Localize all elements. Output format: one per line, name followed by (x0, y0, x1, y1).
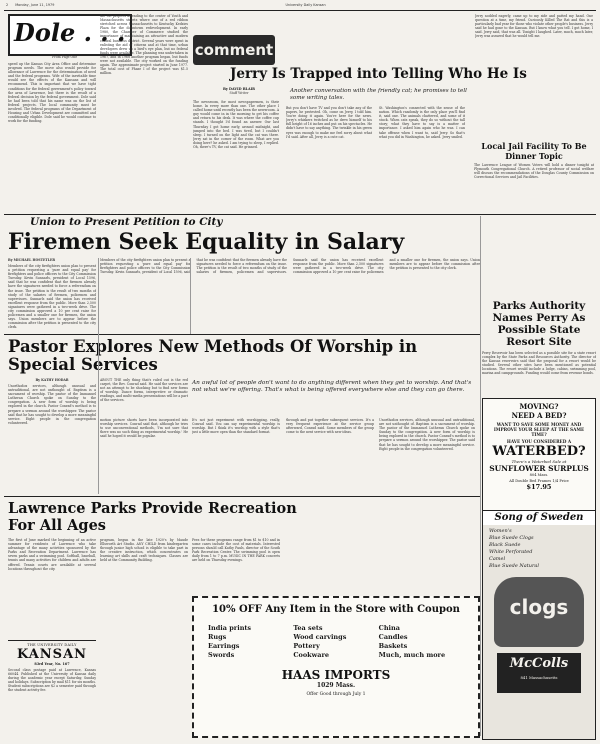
coupon-item: Candles (378, 633, 408, 641)
coupon-store: HAAS IMPORTS (281, 668, 391, 682)
pastor-col-5: through and put together subsequent services. It's a very frequent experience at the service group afterward, Conrad said. Some members of the group come to the next service with new ideas. (286, 418, 374, 435)
comment-logo (193, 35, 275, 65)
coupon-item: Rugs (208, 633, 227, 641)
waterbed-store: SUNFLOWER SURPLUS (489, 464, 589, 473)
coupon-item: India prints (208, 624, 252, 632)
clog-illustration (494, 577, 584, 647)
parks-body: Perry Reservoir has been selected as a possible site for a state resort complex by the State Parks and Resources Authority. The director of the Kansas reservoirs said that the proposal for a resort would be studied. Several other sites have been mentioned as potential locations. The resort would include a lodge, cabins, swimming pool, marina and campgrounds. Funding would come from revenue bonds. (482, 351, 596, 376)
comment-pullquote: Another conversation with the friendly cat; he promises to tell some writing tales. (290, 88, 467, 101)
comment-headline: Jerry Is Trapped into Telling Who He Is (230, 66, 527, 82)
masthead-strip (6, 2, 594, 9)
store-box (497, 653, 581, 693)
swede-item: Black Suede (489, 542, 521, 548)
dole-col-2: the CD projects attending to the center of Youth and Massachusetts streets where one of a red ribbon stretched across Massachusetts to Kentucky Kedzies Plaza for the downtown redevelopment. In early 1980, the Chamber of Commerce studied the importance of maintaining an attractive and modern central business district. Several years were spent in enlisting the aid of citizens and at that time, urban developers drew up a bird's eye plan, but no federal funds were available. The planning was undertaken in 1967, and in 1968 another program began, but funds were not available. The city worked on the funding again. The approximate project started in June 1977. The total cost of Phase I of the project was $1.5 million. (100, 14, 188, 76)
jail-body: The Lawrence League of Women Voters will hold a dinner tonight at Plymouth Congregational Church. A retired professor of social welfare will discuss the recommendations of the Douglas County Commission on Correctional Services and Jail Facilities. (474, 163, 594, 180)
kansan-box (8, 640, 96, 739)
kansan-univ: THE UNIVERSITY DAILY (27, 643, 77, 647)
swede-title: Song of Sweden (483, 511, 595, 525)
store-name: McColls (509, 656, 569, 671)
comment-col-3: St. Washington's connected with the sense of the nation. Which randomly is the only place you'll find it, said one. The animals chattered, and some of it stuck. When cats speak, they do so without the tall story; what they have to say is a matter of importance. I asked him again who he was. I can take offense when I want to, said Jerry. So that's what you did in Washington, he asked. Jerry smiled. (379, 106, 465, 139)
firemen-byline: By MICHAEL HOSTETLER (8, 258, 56, 262)
waterbed-line5: There's a Waterbed Sale at (511, 459, 567, 464)
waterbed-address: 804 Mass. (529, 473, 549, 477)
waterbed-line1: MOVING? (519, 402, 559, 411)
coupon-ad (192, 596, 480, 738)
pastor-col-3: motion picture shorts have been incorporated into worship services. Conrad said that, although he tries to use unconventional methods, 'I'm not sure that there was no such thing as experimental worship.' He said he hoped it would be popular. (100, 418, 188, 439)
comment-col-1: The newsroom, for most newspapermen, is their home. In every more than one. The other place I called home until recently has been the newsroom. A guy would come in in the morning to get his coffee and return to his desk. It was where the coffee cup stands. I thought I'd found an answer. Our last Thursday I got home early, around midnight, and jumped into the bed. I was tired, but I couldn't sleep. I turned on the light and the cat was there. Jerry sat in the corner of the room. What are you doing here? he asked. I am trying to sleep, I replied. Oh, there's TV, the cat said. He grinned. (193, 100, 279, 150)
swede-item: Blue Suede Clogs (489, 535, 534, 541)
lawrence-col-1: The first of June marked the beginning of an active summer for residents of Lawrence who take advantage of the many activities sponsored by the Parks and Recreation Department. Lawrence has seven parks and a swimming pool. Softball, baseball, tennis and many activities for children and adults are offered. Tennis courts are available at several locations throughout the city. (8, 538, 96, 571)
issue-date: Monday, June 11, 1979 (15, 3, 55, 7)
swede-items (483, 525, 595, 573)
pastor-col-6 (379, 418, 475, 492)
kansan-details: Second class postage paid at Lawrence, Kansas 66044. Published at the University of Kansas daily during the academic year except Saturday, Sunday and holidays. Subscription by mail $11 for six months. Student subscriptions are $2 a semester paid through the student activity fee. (8, 668, 96, 693)
page-number: 2 (6, 3, 9, 7)
coupon-address: 1029 Mass. (316, 682, 356, 689)
pastor-pullquote: An awful lot of people don't want to do anything different when they get to worship. And that's not what we're offering. That's what is being offered everywhere else and they can go there. (192, 380, 472, 394)
col-rule (480, 216, 481, 736)
waterbed-line3: WANT TO SAVE SOME MONEY AND IMPROVE YOUR SLEEP AT THE SAME TIME? (493, 422, 585, 437)
pastor-col-2: ABOUT THE only thing that's ruled out is the red carpet, the Rev. Conrad said. He said the services are not an attempt to be shocking but to find new forms of worship. Dance forms, interpretive or dramatic readings, and multi-media presentations will be a part of the services. (100, 378, 188, 403)
coupon-item: Earrings (208, 642, 240, 650)
lawrence-col-2: program, begun in the late 1920's by Maude Ellsworth Art Studio. ANY CHILD from kindergarten through junior high school is eligible to take part in the creative instruction, which concentrates on learning art skills and craft techniques. Classes are held at the Community Building. (100, 538, 188, 563)
coupon-title: 10% OFF Any Item in the Store with Coupon (212, 604, 460, 615)
dole-col-1: speed up the Kansas City Area Office and determine program needs. The move also would provide for allowance of Lawrence for the determination of need and the federal programs. Wife of the inevitable time would see the effects of the Kansans and will recommend. This is important that we have tight conditions for the federal government's policy toward the area of Lawrence, but there is the result of a federal decision by the federal government. Dole said he had been told that his name was on the list of federal projects. The local community must be involved. The federal programs of the Department of Housing and Urban Development are committed and conditionally eligible. Dole said he would continue to work for the funding. (8, 62, 96, 124)
lawrence-headline: Lawrence Parks Provide Recreation For All Ages (8, 500, 297, 534)
waterbed-ad (482, 398, 596, 512)
coupon-expires: Offer Good through July 1 (306, 692, 366, 697)
dole-title: Dole . . . (14, 18, 126, 47)
waterbed-line4: HAVE YOU CONSIDERED A (506, 439, 572, 444)
clogs-word: clogs (509, 595, 569, 619)
pastor-col-4: It's not just experiment with worshipping, really, Conrad said. You can say experimental worship is worship. But I think it's worship with a style that's just a little more open than the standard format. (192, 418, 280, 435)
swede-ad (482, 510, 596, 740)
dole-from-page: From Page One (52, 55, 78, 59)
kansan-issue: 83rd Year, No. 167 (34, 662, 70, 666)
jail-story (474, 142, 594, 212)
swede-item: Women's (489, 528, 512, 534)
parks-story (482, 300, 596, 400)
firemen-body: Members of the city firefighters union plan to present a petition requesting a 'pure and equal pay' for firefighters and police officers to the City Commission Tuesday. Kevin Sunnarls, president of Local 1596, said that he was confident that the firemen already have the signatures needed to force a referendum on the issue. The petition is the result of two months of study of the salaries of firemen, policemen and supervisors. Sunnarls said the union has received excellent response from the public. More than 2,500 signatures were gathered in a two-week drive. The city commission approved a 10 per cent raise for policemen and a smaller one for firemen, the union says. Union members are to appear before the commission after the petition is presented to the city clerk. (8, 264, 96, 330)
coupon-item: Much, much more (378, 651, 446, 659)
pastor-headline: Pastor Explores New Methods Of Worship in Special Services (8, 337, 418, 374)
swede-item: Camel (489, 556, 506, 562)
col-rule (190, 258, 191, 334)
waterbed-line2: NEED A BED? (511, 411, 567, 420)
pastor-col-6-text: Unorthodox services, although unusual and untraditional, are not unthought of. Baptism is a sacrament of worship. The pastor of the Immanuel Lutheran Church spoke on Sunday to the congregation. A new form of worship is being explored in the church. Pastor Conrad's method is to prepare a sermon around the worshipper. The pastor said that he has sought to develop a more meaningful service. Eight people in the congregation volunteered. (379, 418, 475, 451)
coupon-item: Wood carvings (293, 633, 347, 641)
kansan-name: KANSAN (16, 647, 88, 662)
coupon-item: China (378, 624, 400, 632)
col-rule (98, 258, 99, 494)
waterbed-price: $17.95 (526, 483, 552, 491)
firemen-body-cont (100, 258, 480, 332)
parks-headline: Parks Authority Names Perry As Possible State Resort Site (492, 300, 586, 348)
coupon-item: Pottery (293, 642, 320, 650)
coupon-items (208, 624, 464, 660)
comment-kicker: Staff Writer (229, 91, 249, 95)
swede-item: Blue Suede Natural (489, 563, 539, 569)
jail-headline: Local Jail Facility To Be Dinner Topic (481, 141, 587, 161)
swede-item: White Perforated (489, 549, 533, 555)
comment-byline: By DAVID BLAIR (223, 87, 255, 91)
lawrence-col-3: Fees for these programs range from $1 to $10 and in some cases include the cost of materials. Interested persons should call Kathy Pauls, director of the South Park Recreation Center. The swimming pool is open daily from 1 to 7 p.m. MUSIC IN THE PARK concerts are held on Thursday evenings. (192, 538, 280, 563)
waterbed-big: WATERBED? (492, 444, 586, 459)
comment-col-4: Jerry nodded eagerly, came up to my side and patted my hand. One question at a time, my friend. Curiously Killed The Rat and this is a particularly bad year for those who violate other people's business. Jerry said he had gone to the Kansan. But I know what you tell. I got home, I said. Jerry said, that was all. Tonight I laughed. Later, much, much later, Jerry was assured that he would tell me. (475, 14, 593, 39)
coupon-item: Cookware (293, 651, 330, 659)
firemen-kicker: Union to Present Petition to City (30, 216, 223, 228)
pastor-byline: By KATHY HODAR (35, 378, 69, 382)
comment-label: comment (194, 41, 274, 59)
store-address: 841 Massachusetts (520, 675, 558, 680)
firemen-body-repeat: Members of the city firefighters union plan to present a petition requesting a 'pure and equal pay' for firefighters and police officers to the City Commission Tuesday. Kevin Sunnarls, president of Local 1596, said that he was confident that the firemen already have the signatures needed to force a referendum on the issue. The petition is the result of two months of study of the salaries of firemen, policemen and supervisors. Sunnarls said the union has received excellent response from the public. More than 2,500 signatures were gathered in a two-week drive. The city commission approved a 10 per cent raise for policemen and a smaller one for firemen, the union says. Union members are to appear before the commission after the petition is presented to the city clerk. (100, 258, 480, 275)
waterbed-price-label: All Double Bed Frames 1/4 Price (509, 479, 569, 483)
comment-col-2: But you don't have TV and you don't take any of the papers, he protested. Oh, come on Jerry, I told him. You're doing it again. You're here for the news. Jerry's whiskers twitched as he drew himself to his full height of 16 inches and put on his spectacles. He didn't have to say anything. The twinkle in his green eyes was enough to make me feel sorry about what I'd said. After all, Jerry is a cute cat. (286, 106, 372, 139)
pastor-col-1: Unorthodox services, although unusual and untraditional, are not unthought of. Baptism is a sacrament of worship. The pastor of the Immanuel Lutheran Church spoke on Sunday to the congregation. A new form of worship is being explored in the church. Pastor Conrad's method is to prepare a sermon around the worshipper. The pastor said that he has sought to develop a more meaningful service. Eight people in the congregation volunteered. (8, 384, 96, 425)
coupon-item: Baskets (378, 642, 408, 650)
firemen-headline: Firemen Seek Equality in Salary (8, 229, 405, 255)
comment-byline-block (196, 87, 282, 95)
coupon-item: Tea sets (293, 624, 323, 632)
paper-name: University Daily Kansan (285, 3, 326, 7)
coupon-item: Swords (208, 651, 235, 659)
